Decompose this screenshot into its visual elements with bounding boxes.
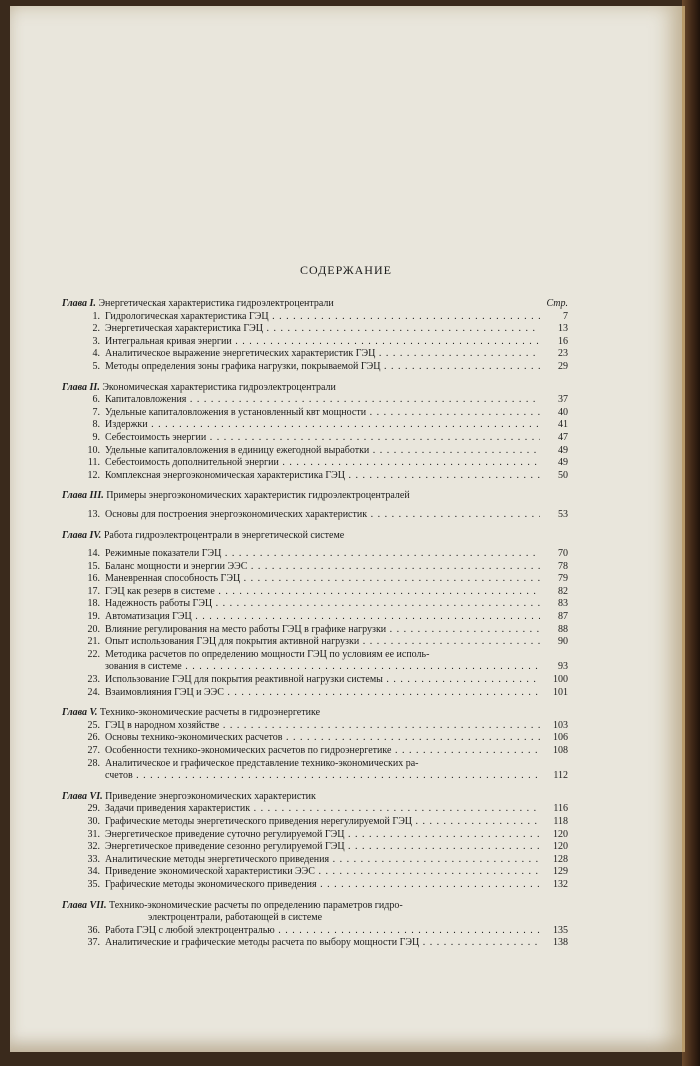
chapter-title-line — [62, 382, 336, 395]
toc-entry — [62, 745, 568, 758]
toc-entry — [62, 457, 568, 470]
entry-number: 4. — [92, 348, 100, 360]
chapter-title-line — [62, 791, 316, 804]
toc-entry — [62, 323, 568, 336]
toc-entry — [62, 649, 568, 662]
entry-number: 9. — [92, 431, 100, 443]
chapter-title-line — [62, 490, 410, 503]
entry-title: Автоматизация ГЭЦ . . . — [105, 611, 540, 624]
entry-title: Гидрологическая характеристика ГЭЦ . . . — [105, 311, 540, 324]
entry-number: 27. — [87, 745, 100, 756]
entry-number: 33. — [87, 853, 100, 865]
toc-entry — [62, 732, 568, 745]
entry-title: Графические методы экономического приведения . . . — [105, 879, 540, 892]
page-column-label: Стр. — [546, 298, 568, 309]
chapter-title-line — [62, 298, 334, 311]
chapter-heading — [62, 900, 568, 913]
toc-entry — [62, 419, 568, 432]
toc-entry — [62, 598, 568, 611]
toc-entry — [62, 509, 568, 522]
toc-entry — [62, 336, 568, 349]
entry-number: 19. — [87, 611, 100, 623]
entry-number: 22. — [87, 648, 100, 660]
entry-title: Опыт использования ГЭЦ для покрытия активной нагрузки . . . — [105, 636, 540, 649]
chapter-label: Глава VI. — [62, 790, 103, 802]
entry-title: Маневренная способность ГЭЦ . . . — [105, 573, 540, 586]
entry-number: 25. — [87, 719, 100, 731]
entry-number: 3. — [92, 335, 100, 347]
entry-number: 21. — [87, 636, 100, 648]
entry-number: 6. — [92, 394, 100, 406]
entry-title: Баланс мощности и энергии ЭЭС . . . — [105, 561, 540, 574]
entry-page: 129 — [553, 866, 568, 878]
entry-title: Графические методы энергетического приведения нерегулируемой ГЭЦ . . . — [105, 816, 540, 829]
chapter-heading — [62, 791, 568, 804]
chapter-title: Технико-экономические расчеты в гидроэнергетике — [99, 707, 321, 719]
entry-title: Влияние регулирования на место работы ГЭЦ в графике нагрузки . . . — [105, 624, 540, 637]
chapter-title-line — [62, 900, 403, 913]
chapter-title-line — [62, 530, 344, 543]
entry-page: 88 — [558, 623, 568, 635]
entry-page: 29 — [558, 360, 568, 372]
entry-title: Себестоимость дополнительной энергии . . . — [105, 457, 540, 470]
table-of-contents — [62, 298, 568, 950]
entry-number: 11. — [87, 457, 100, 469]
entry-number: 32. — [87, 841, 100, 853]
toc-entry — [62, 720, 568, 733]
entry-title: Капиталовложения . . . — [105, 394, 540, 407]
entry-title: Энергетическая характеристика ГЭЦ . . . — [105, 323, 540, 336]
entry-number: 26. — [87, 732, 100, 744]
entry-title: Основы технико-экономических расчетов . . . — [105, 732, 540, 745]
entry-title: Аналитическое и графическое представление технико-экономических ра- — [105, 757, 419, 769]
chapter-heading — [62, 490, 568, 503]
entry-number: 31. — [87, 828, 100, 840]
entry-continuation — [105, 661, 568, 674]
entry-page: 90 — [558, 636, 568, 648]
entry-page: 47 — [558, 431, 568, 443]
entry-number: 18. — [87, 598, 100, 610]
entry-number: 28. — [87, 757, 100, 769]
chapter-label: Глава V. — [62, 707, 98, 719]
toc-entry — [62, 394, 568, 407]
entry-number: 5. — [92, 360, 100, 372]
entry-title: Удельные капиталовложения в установленный квт мощности . . . — [105, 407, 540, 420]
chapter-label: Глава II. — [62, 381, 100, 393]
toc-entry — [62, 803, 568, 816]
entry-number: 1. — [92, 310, 100, 322]
chapter-heading — [62, 298, 568, 311]
entry-page: 101 — [553, 686, 568, 698]
entry-number: 30. — [87, 815, 100, 827]
toc-entry — [62, 674, 568, 687]
entry-page: 120 — [553, 841, 568, 853]
entry-title: Удельные капиталовложения в единицу ежегодной выработки . . . — [105, 445, 540, 458]
toc-entry — [62, 937, 568, 950]
entry-number: 8. — [92, 419, 100, 431]
toc-entry — [62, 841, 568, 854]
chapter-heading — [62, 707, 568, 720]
entry-page: 16 — [558, 335, 568, 347]
toc-entry — [62, 816, 568, 829]
entry-title-cont: зования в системе . . . — [105, 661, 540, 674]
chapter-title: Примеры энергоэкономических характеристик гидроэлектроцентралей — [106, 490, 410, 502]
entry-page: 128 — [553, 853, 568, 865]
document-page — [10, 6, 685, 1052]
entry-number: 37. — [87, 937, 100, 949]
entry-number: 10. — [87, 444, 100, 456]
entry-number: 34. — [87, 866, 100, 878]
entry-title: Аналитическое выражение энергетических характеристик ГЭЦ . . . — [105, 348, 540, 361]
toc-entry — [62, 879, 568, 892]
entry-page: 49 — [558, 457, 568, 469]
chapter-title-continuation: электроцентрали, работающей в системе — [148, 912, 323, 924]
entry-number: 23. — [87, 674, 100, 686]
toc-entry — [62, 586, 568, 599]
entry-page: 138 — [553, 937, 568, 949]
entry-page: 79 — [558, 573, 568, 585]
toc-entry — [62, 470, 568, 483]
chapter-label: Глава VII. — [62, 899, 107, 911]
chapter-label: Глава III. — [62, 490, 104, 502]
chapter-heading — [62, 530, 568, 543]
entry-number: 2. — [92, 323, 100, 335]
entry-page: 82 — [558, 585, 568, 597]
toc-entry — [62, 925, 568, 938]
entry-page: 87 — [558, 611, 568, 623]
entry-title-cont: счетов . . . — [105, 770, 540, 783]
entry-number: 20. — [87, 623, 100, 635]
entry-title: Задачи приведения характеристик . . . — [105, 803, 540, 816]
entry-page: 13 — [558, 323, 568, 335]
entry-page: 49 — [558, 444, 568, 456]
entry-page: 106 — [553, 732, 568, 744]
toc-entry — [62, 348, 568, 361]
entry-title: Издержки . . . — [105, 419, 540, 432]
entry-title: ГЭЦ как резерв в системе . . . — [105, 586, 540, 599]
entry-title: Надежность работы ГЭЦ . . . — [105, 598, 540, 611]
entry-page: 118 — [553, 815, 568, 827]
entry-title: Использование ГЭЦ для покрытия реактивной нагрузки системы . . . — [105, 674, 540, 687]
toc-entry — [62, 829, 568, 842]
entry-title: Интегральная кривая энергии . . . — [105, 336, 540, 349]
entry-number: 24. — [87, 686, 100, 698]
entry-page: 37 — [558, 394, 568, 406]
entry-continuation — [105, 770, 568, 783]
toc-entry — [62, 611, 568, 624]
entry-title: Энергетическое приведение сезонно регулируемой ГЭЦ . . . — [105, 841, 540, 854]
entry-number: 15. — [87, 560, 100, 572]
entry-page: 7 — [563, 310, 568, 322]
entry-number: 17. — [87, 585, 100, 597]
toc-entry — [62, 758, 568, 771]
entry-number: 16. — [87, 573, 100, 585]
chapter-title: Энергетическая характеристика гидроэлектроцентрали — [98, 298, 334, 309]
toc-entry — [62, 548, 568, 561]
toc-entry — [62, 445, 568, 458]
entry-title: Методика расчетов по определению мощности ГЭЦ по условиям ее исполь- — [105, 648, 430, 660]
entry-page: 41 — [558, 419, 568, 431]
entry-page: 40 — [558, 406, 568, 418]
entry-number: 35. — [87, 878, 100, 890]
entry-title: Приведение экономической характеристики ЭЭС . . . — [105, 866, 540, 879]
entry-page: 53 — [558, 508, 568, 520]
entry-title: ГЭЦ в народном хозяйстве . . . — [105, 720, 540, 733]
chapter-heading — [62, 382, 568, 395]
entry-title: Основы для построения энергоэкономических характеристик . . . — [105, 509, 540, 522]
entry-page: 70 — [558, 548, 568, 560]
toc-entry — [62, 311, 568, 324]
entry-page: 93 — [558, 661, 568, 673]
entry-page: 132 — [553, 878, 568, 890]
toc-entry — [62, 854, 568, 867]
entry-page: 116 — [553, 803, 568, 815]
entry-title: Особенности технико-экономических расчетов по гидроэнергетике . . . — [105, 745, 540, 758]
entry-page: 83 — [558, 598, 568, 610]
toc-entry — [62, 361, 568, 374]
entry-title: Себестоимость энергии . . . — [105, 432, 540, 445]
entry-page: 135 — [553, 924, 568, 936]
entry-number: 29. — [87, 803, 100, 815]
toc-entry — [62, 866, 568, 879]
entry-number: 13. — [87, 508, 100, 520]
entry-title: Взаимовлияния ГЭЦ и ЭЭС . . . — [105, 687, 540, 700]
chapter-title-line — [62, 707, 320, 720]
chapter-title: Работа гидроэлектроцентрали в энергетической системе — [103, 529, 345, 541]
entry-number: 14. — [87, 548, 100, 560]
entry-title: Энергетическое приведение суточно регулируемой ГЭЦ . . . — [105, 829, 540, 842]
toc-entry — [62, 561, 568, 574]
entry-title: Методы определения зоны графика нагрузки, покрываемой ГЭЦ . . . — [105, 361, 540, 374]
chapter-title: Экономическая характеристика гидроэлектроцентрали — [102, 381, 336, 393]
entry-page: 112 — [553, 770, 568, 782]
chapter-label: Глава IV. — [62, 529, 102, 541]
entry-page: 108 — [553, 745, 568, 756]
toc-entry — [62, 573, 568, 586]
entry-page: 100 — [553, 674, 568, 686]
chapter-label: Глава I. — [62, 298, 96, 309]
toc-entry — [62, 624, 568, 637]
entry-page: 103 — [553, 719, 568, 731]
entry-number: 12. — [87, 469, 100, 481]
chapter-title: Приведение энергоэкономических характеристик — [105, 790, 316, 802]
entry-title: Комплексная энергоэкономическая характеристика ГЭЦ . . . — [105, 470, 540, 483]
entry-number: 7. — [92, 406, 100, 418]
toc-entry — [62, 407, 568, 420]
page-title: СОДЕРЖАНИЕ — [300, 263, 392, 277]
entry-title: Режимные показатели ГЭЦ . . . — [105, 548, 540, 561]
toc-entry — [62, 687, 568, 700]
entry-title: Аналитические и графические методы расчета по выбору мощности ГЭЦ . . . — [105, 937, 540, 950]
entry-page: 78 — [558, 560, 568, 572]
toc-entry — [62, 432, 568, 445]
toc-entry — [62, 636, 568, 649]
entry-title: Аналитические методы энергетического приведения . . . — [105, 854, 540, 867]
entry-page: 23 — [558, 348, 568, 360]
entry-page: 50 — [558, 469, 568, 481]
entry-number: 36. — [87, 924, 100, 936]
chapter-title: Технико-экономические расчеты по определению параметров гидро- — [109, 899, 403, 911]
entry-page: 120 — [553, 828, 568, 840]
entry-title: Работа ГЭЦ с любой электроцентралью . . . — [105, 925, 540, 938]
